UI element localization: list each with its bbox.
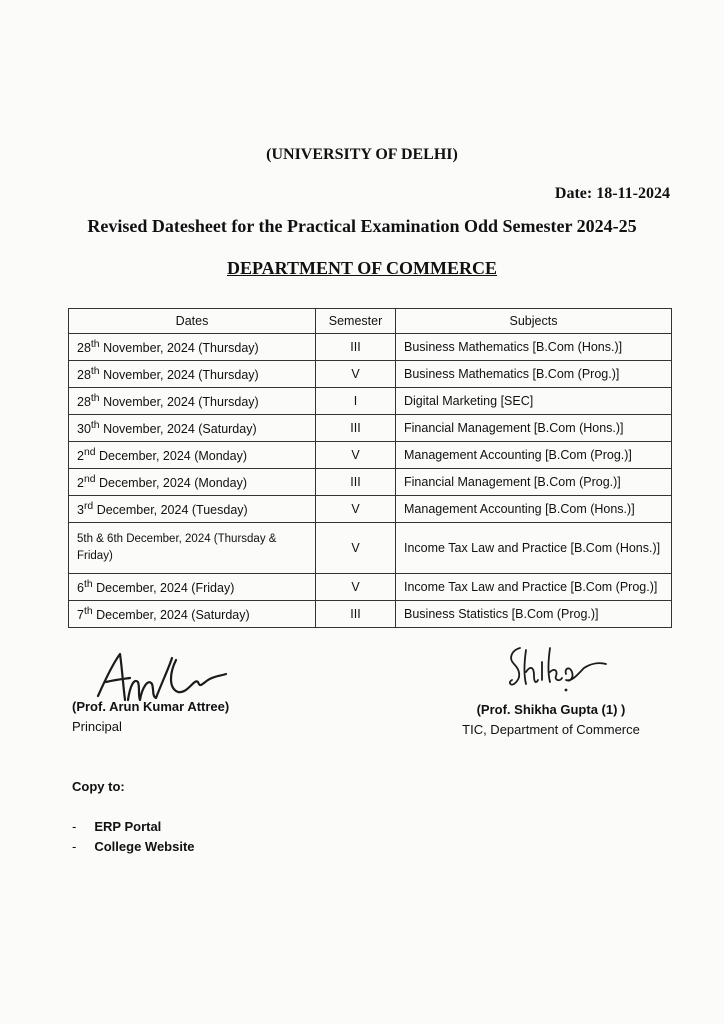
table-row <box>69 334 672 361</box>
list-item <box>72 837 195 857</box>
tic-signatory <box>456 700 646 740</box>
table-header-row <box>69 309 672 334</box>
semester-cell: V <box>316 574 396 601</box>
copy-to-list <box>72 817 195 857</box>
subject-cell: Management Accounting [B.Com (Prog.)] <box>396 442 672 469</box>
semester-cell: V <box>316 496 396 523</box>
copy-to-section <box>72 777 195 857</box>
table-row <box>69 442 672 469</box>
date-cell: 28th November, 2024 (Thursday) <box>69 388 316 415</box>
tic-signature <box>500 640 612 696</box>
copy-to-item-college-website: College Website <box>94 839 195 854</box>
date-cell: 6th December, 2024 (Friday) <box>69 574 316 601</box>
subject-cell: Income Tax Law and Practice [B.Com (Hons.)] <box>396 523 672 574</box>
table-row <box>69 415 672 442</box>
subject-cell: Financial Management [B.Com (Hons.)] <box>396 415 672 442</box>
document-title: Revised Datesheet for the Practical Examination Odd Semester 2024-25 <box>87 216 637 236</box>
semester-cell: III <box>316 601 396 628</box>
subject-cell: Management Accounting [B.Com (Hons.)] <box>396 496 672 523</box>
column-header-dates: Dates <box>69 309 316 334</box>
bullet-dash: - <box>72 839 77 854</box>
principal-name: (Prof. Arun Kumar Attree) <box>72 699 230 714</box>
date-cell: 2nd December, 2024 (Monday) <box>69 442 316 469</box>
copy-to-label: Copy to: <box>72 779 125 794</box>
column-header-subjects: Subjects <box>396 309 672 334</box>
table-row <box>69 361 672 388</box>
subject-cell: Business Statistics [B.Com (Prog.)] <box>396 601 672 628</box>
list-item <box>72 817 195 837</box>
table-row <box>69 601 672 628</box>
subject-cell: Business Mathematics [B.Com (Hons.)] <box>396 334 672 361</box>
date-cell: 30th November, 2024 (Saturday) <box>69 415 316 442</box>
bullet-dash: - <box>72 819 77 834</box>
table-row <box>69 388 672 415</box>
principal-signatory <box>72 697 229 737</box>
datesheet-table <box>68 308 672 628</box>
department-heading: DEPARTMENT OF COMMERCE <box>226 258 498 278</box>
subject-cell: Financial Management [B.Com (Prog.)] <box>396 469 672 496</box>
university-name: (UNIVERSITY OF DELHI) <box>266 146 458 163</box>
semester-cell: V <box>316 361 396 388</box>
table-row <box>69 469 672 496</box>
date-cell: 3rd December, 2024 (Tuesday) <box>69 496 316 523</box>
issue-date: Date: 18-11-2024 <box>554 185 670 202</box>
semester-cell: III <box>316 334 396 361</box>
date-cell: 5th & 6th December, 2024 (Thursday & Friday) <box>69 523 316 574</box>
tic-role: TIC, Department of Commerce <box>462 722 640 737</box>
date-cell: 2nd December, 2024 (Monday) <box>69 469 316 496</box>
semester-cell: V <box>316 442 396 469</box>
tic-name: (Prof. Shikha Gupta (1) ) <box>476 702 626 717</box>
table-row <box>69 496 672 523</box>
table-row <box>69 523 672 574</box>
semester-cell: V <box>316 523 396 574</box>
subject-cell: Business Mathematics [B.Com (Prog.)] <box>396 361 672 388</box>
subject-cell: Digital Marketing [SEC] <box>396 388 672 415</box>
principal-role: Principal <box>72 719 122 734</box>
semester-cell: III <box>316 469 396 496</box>
date-cell: 28th November, 2024 (Thursday) <box>69 361 316 388</box>
date-cell: 28th November, 2024 (Thursday) <box>69 334 316 361</box>
semester-cell: I <box>316 388 396 415</box>
date-cell: 7th December, 2024 (Saturday) <box>69 601 316 628</box>
subject-cell: Income Tax Law and Practice [B.Com (Prog.)] <box>396 574 672 601</box>
copy-to-item-erp-portal: ERP Portal <box>94 819 162 834</box>
column-header-semester: Semester <box>316 309 396 334</box>
table-row <box>69 574 672 601</box>
semester-cell: III <box>316 415 396 442</box>
